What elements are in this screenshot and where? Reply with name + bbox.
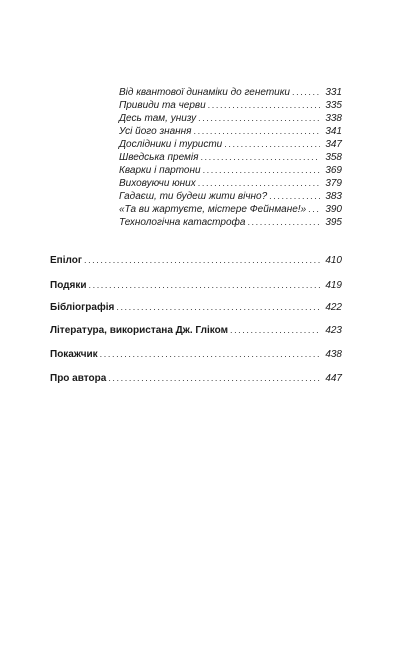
toc-entry-title: Виховуючи юних — [119, 178, 196, 189]
toc-entry-page: 447 — [325, 373, 342, 384]
toc-entry-page: 395 — [325, 217, 342, 228]
toc-entry-title: Від квантової динаміки до генетики — [119, 87, 290, 98]
toc-entry-page: 379 — [325, 178, 342, 189]
toc-subsection-entry — [119, 138, 342, 151]
toc-subsection-entry — [119, 177, 342, 190]
dot-leader — [89, 279, 321, 292]
toc-section-entry — [50, 279, 342, 292]
toc-entry-title: Покажчик — [50, 349, 98, 360]
toc-section-entry — [50, 254, 342, 267]
toc-subsection-entry — [119, 125, 342, 138]
toc-entry-page: 341 — [325, 126, 342, 137]
toc-entry-page: 390 — [325, 204, 342, 215]
toc-entry-title: Технологічна катастрофа — [119, 217, 246, 228]
toc-entry-page: 335 — [325, 100, 342, 111]
toc-entry-title: Література, використана Дж. Гліком — [50, 325, 228, 336]
toc-entry-title: Гадаєш, ти будеш жити вічно? — [119, 191, 268, 202]
toc-entry-page: 383 — [325, 191, 342, 202]
toc-entry-title: Десь там, унизу — [119, 113, 197, 124]
toc-entry-page: 331 — [325, 87, 342, 98]
dot-leader — [269, 190, 320, 203]
toc-entry-title: Про автора — [50, 373, 107, 384]
toc-entry-page: 347 — [325, 139, 342, 150]
toc-entry-title: Привиди та черви — [119, 100, 206, 111]
toc-entry-page: 410 — [325, 255, 342, 266]
toc-entry-title: Подяки — [50, 280, 87, 291]
toc-section-entry — [50, 301, 342, 314]
dot-leader — [208, 99, 320, 112]
toc-entry-page: 369 — [325, 165, 342, 176]
toc-section-entry — [50, 324, 342, 337]
toc-entry-page: 423 — [325, 325, 342, 336]
toc-entry-title: Кварки і партони — [119, 165, 201, 176]
toc-subsection-entry — [119, 99, 342, 112]
toc-subsection-entry — [119, 190, 342, 203]
toc-entry-title: Усі його знання — [119, 126, 192, 137]
dot-leader — [108, 372, 320, 385]
toc-subsection-entry — [119, 216, 342, 229]
dot-leader — [203, 164, 320, 177]
dot-leader — [292, 86, 320, 99]
toc-subsection-entry — [119, 164, 342, 177]
toc-entry-title: Шведська премія — [119, 152, 199, 163]
dot-leader — [100, 348, 320, 361]
toc-entry-page: 338 — [325, 113, 342, 124]
toc-entry-title: Епілог — [50, 255, 82, 266]
dot-leader — [84, 254, 320, 267]
dot-leader — [198, 112, 320, 125]
dot-leader — [198, 177, 320, 190]
toc-subsection-entry — [119, 86, 342, 99]
toc-section-entry — [50, 372, 342, 385]
dot-leader — [247, 216, 320, 229]
dot-leader — [308, 203, 320, 216]
toc-entry-page: 419 — [325, 280, 342, 291]
toc-subsection-entry — [119, 112, 342, 125]
toc-subsection-entry — [119, 151, 342, 164]
toc-entry-title: «Та ви жартуєте, містере Фейнмане!» — [119, 204, 307, 215]
toc-entry-page: 358 — [325, 152, 342, 163]
dot-leader — [194, 125, 320, 138]
toc-entry-page: 438 — [325, 349, 342, 360]
toc-entry-title: Дослідники і туристи — [119, 139, 223, 150]
toc-entry-page: 422 — [325, 302, 342, 313]
toc-entry-title: Бібліографія — [50, 302, 115, 313]
toc-subsection-entry — [119, 203, 342, 216]
dot-leader — [116, 301, 320, 314]
dot-leader — [230, 324, 320, 337]
dot-leader — [224, 138, 320, 151]
dot-leader — [200, 151, 320, 164]
toc-section-entry — [50, 348, 342, 361]
